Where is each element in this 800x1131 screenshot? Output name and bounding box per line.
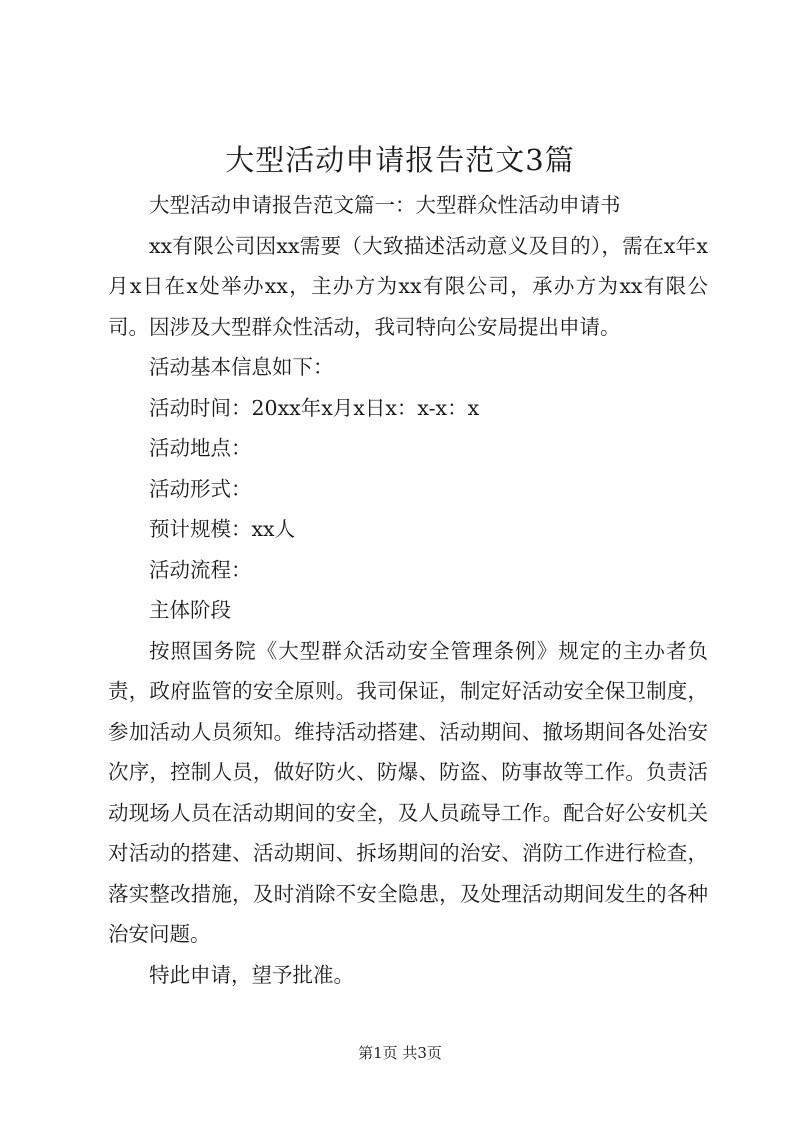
paragraph-regulations: 按照国务院《大型群众活动安全管理条例》规定的主办者负责，政府监管的安全原则。我司保证，制定好活动安全保卫制度，参加活动人员须知。维持活动搭建、活动期间、撤场期间各处治安次序，控制人员，做好防火、防爆、防盗、防事故等工作。负责活动现场人员在活动期间的安全，及人员疏导工作。配合好公安机关对活动的搭建、活动期间、拆场期间的治安、消防工作进行检查，落实整改措施，及时消除不安全隐患，及处理活动期间发生的各种治安问题。 (108, 638, 708, 946)
paragraph-main-stage: 主体阶段 (149, 598, 231, 622)
paragraph-process: 活动流程： (149, 557, 252, 582)
paragraph-intro: xx有限公司因xx需要（大致描述活动意义及目的），需在x年x月x日在x处举办xx，主办方为xx有限公司，承办方为xx有限公司。因涉及大型群众性活动，我司特向公安局提出申请。 (108, 233, 708, 339)
paragraph-time: 活动时间：20xx年x月x日x：x-x：x (149, 395, 480, 420)
document-body (108, 185, 708, 995)
paragraph-info-heading: 活动基本信息如下： (149, 355, 334, 379)
paragraph-location: 活动地点： (149, 436, 252, 460)
paragraph-heading: 大型活动申请报告范文篇一：大型群众性活动申请书 (149, 193, 621, 217)
page-footer: 第1页 共3页 (358, 1044, 442, 1062)
paragraph-closing: 特此申请，望予批准。 (149, 962, 354, 987)
paragraph-format: 活动形式： (149, 476, 252, 501)
paragraph-scale: 预计规模：xx人 (149, 517, 296, 541)
page-title: 大型活动申请报告范文3篇 (225, 143, 575, 177)
